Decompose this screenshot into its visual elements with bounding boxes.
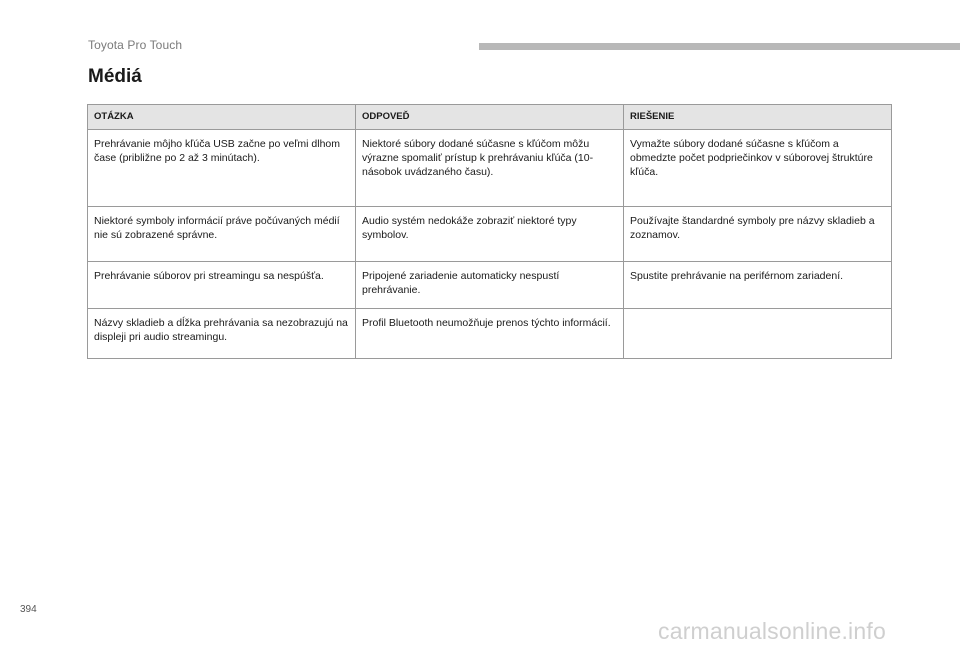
answer-cell: Profil Bluetooth neumožňuje prenos týchto informácií. [356,309,624,359]
answer-cell: Audio systém nedokáže zobraziť niektoré typy symbolov. [356,207,624,262]
solution-cell: Vymažte súbory dodané súčasne s kľúčom a obmedzte počet podpriečinkov v súborovej štruktúre kľúča. [624,130,892,207]
section-label: Toyota Pro Touch [88,38,183,52]
watermark: carmanualsonline.info [658,618,886,644]
faq-table [87,104,892,359]
question-cell: Prehrávanie môjho kľúča USB začne po veľmi dlhom čase (približne po 2 až 3 minútach). [88,130,356,207]
question-cell: Niektoré symboly informácií práve počúvaných médií nie sú zobrazené správne. [88,207,356,262]
solution-cell [624,309,892,359]
solution-cell: Spustite prehrávanie na periférnom zariadení. [624,262,892,309]
table-row [88,130,892,207]
header-divider-bar [479,43,960,50]
question-cell: Názvy skladieb a dĺžka prehrávania sa nezobrazujú na displeji pri audio streamingu. [88,309,356,359]
table-header-row [88,105,892,130]
column-header-answer: ODPOVEĎ [356,105,624,130]
table-row [88,262,892,309]
question-cell: Prehrávanie súborov pri streamingu sa nespúšťa. [88,262,356,309]
column-header-question: OTÁZKA [88,105,356,130]
answer-cell: Pripojené zariadenie automaticky nespustí prehrávanie. [356,262,624,309]
table-row [88,207,892,262]
table-row [88,309,892,359]
page-number: 394 [20,604,37,615]
page-title: Médiá [88,66,142,87]
answer-cell: Niektoré súbory dodané súčasne s kľúčom môžu výrazne spomaliť prístup k prehrávaniu kľúča (10-násobok uvádzaného času). [356,130,624,207]
solution-cell: Používajte štandardné symboly pre názvy skladieb a zoznamov. [624,207,892,262]
column-header-solution: RIEŠENIE [624,105,892,130]
